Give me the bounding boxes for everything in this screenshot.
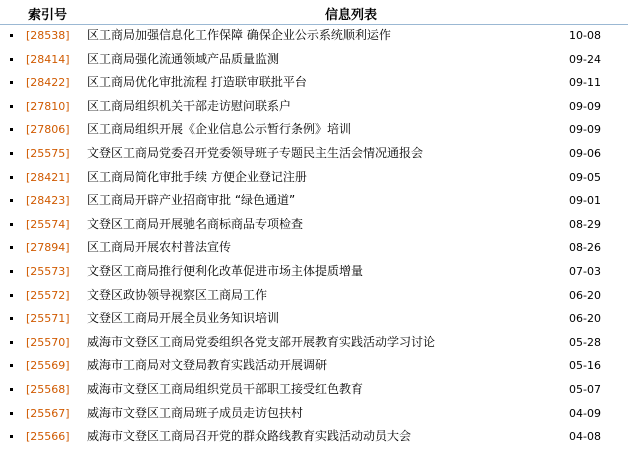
item-date: 09-09 [569, 123, 601, 137]
bullet-icon [10, 152, 13, 155]
index-number: [25568] [26, 382, 70, 396]
index-number: [25572] [26, 288, 70, 302]
index-number: [28538] [26, 29, 70, 42]
index-number: [25570] [26, 335, 70, 349]
list-item [0, 236, 628, 260]
list-item [0, 260, 628, 284]
index-number: [27806] [26, 123, 70, 137]
index-number: [25567] [26, 406, 70, 420]
bullet-icon [10, 294, 13, 297]
list-item [0, 71, 628, 95]
list-item [0, 331, 628, 355]
list-item [0, 354, 628, 378]
item-title-link[interactable]: 威海市文登区工商局党委组织各党支部开展教育实践活动学习讨论 [87, 334, 436, 349]
item-date: 05-28 [569, 335, 601, 349]
bullet-icon [10, 199, 13, 202]
item-title-link[interactable]: 文登区工商局推行便利化改革促进市场主体提质增量 [87, 263, 364, 278]
item-date: 04-08 [569, 430, 601, 444]
list-item [0, 402, 628, 426]
bullet-icon [10, 388, 13, 391]
item-date: 07-03 [569, 264, 601, 278]
item-title-link[interactable]: 威海市文登区工商局召开党的群众路线教育实践活动动员大会 [87, 429, 412, 444]
bullet-icon [10, 81, 13, 84]
bullet-icon [10, 412, 13, 415]
index-number: [28414] [26, 52, 70, 66]
bullet-icon [10, 270, 13, 273]
index-number: [28422] [26, 76, 70, 90]
index-number: [27810] [26, 99, 70, 113]
index-number: [25574] [26, 217, 70, 231]
item-date: 09-05 [569, 170, 601, 184]
index-number: [25569] [26, 359, 70, 373]
bullet-icon [10, 176, 13, 179]
list-item [0, 213, 628, 237]
list-item [0, 118, 628, 142]
item-title-link[interactable]: 区工商局开展农村普法宣传 [87, 240, 232, 255]
item-date: 06-20 [569, 312, 601, 326]
item-date: 10-08 [569, 29, 601, 42]
bullet-icon [10, 317, 13, 320]
item-title-link[interactable]: 文登区工商局党委召开党委领导班子专题民主生活会情况通报会 [87, 145, 424, 160]
bullet-icon [10, 246, 13, 249]
item-title-link[interactable]: 区工商局优化审批流程 打造联审联批平台 [87, 75, 307, 90]
item-date: 05-16 [569, 359, 601, 373]
index-number: [28421] [26, 170, 70, 184]
item-date: 09-01 [569, 194, 601, 208]
item-date: 06-20 [569, 288, 601, 302]
list-item [0, 284, 628, 308]
item-title-link[interactable]: 威海市文登区工商局班子成员走访包扶村 [87, 405, 304, 420]
bullet-icon [10, 223, 13, 226]
list-item [0, 307, 628, 331]
bullet-icon [10, 128, 13, 131]
item-title-link[interactable]: 区工商局组织开展《企业信息公示暂行条例》培训 [87, 122, 352, 137]
item-title-link[interactable]: 威海市工商局对文登局教育实践活动开展调研 [87, 358, 328, 373]
index-number: [25575] [26, 146, 70, 160]
list-item [0, 378, 628, 402]
item-title-link[interactable]: 区工商局简化审批手续 方便企业登记注册 [87, 169, 307, 184]
list-header [0, 0, 628, 25]
index-number: [25566] [26, 430, 70, 444]
list-item [0, 48, 628, 72]
list-item [0, 24, 628, 48]
item-title-link[interactable]: 文登区工商局开展驰名商标商品专项检查 [87, 216, 304, 231]
bullet-icon [10, 105, 13, 108]
info-list [0, 24, 628, 449]
list-item [0, 142, 628, 166]
index-number: [25571] [26, 312, 70, 326]
item-date: 08-26 [569, 241, 601, 255]
item-date: 08-29 [569, 217, 601, 231]
item-title-link[interactable]: 文登区工商局开展全员业务知识培训 [87, 311, 280, 326]
index-number: [25573] [26, 264, 70, 278]
list-item [0, 425, 628, 449]
item-title-link[interactable]: 区工商局开辟产业招商审批 “绿色通道” [87, 193, 296, 208]
bullet-icon [10, 34, 13, 37]
item-date: 09-24 [569, 52, 601, 66]
bullet-icon [10, 341, 13, 344]
item-date: 04-09 [569, 406, 601, 420]
index-number: [27894] [26, 241, 70, 255]
bullet-icon [10, 435, 13, 438]
index-number: [28423] [26, 194, 70, 208]
item-date: 05-07 [569, 382, 601, 396]
list-item [0, 95, 628, 119]
item-title-link[interactable]: 区工商局强化流通领域产品质量监测 [87, 51, 280, 66]
item-date: 09-09 [569, 99, 601, 113]
item-date: 09-06 [569, 146, 601, 160]
bullet-icon [10, 58, 13, 61]
item-date: 09-11 [569, 76, 601, 90]
item-title-link[interactable]: 区工商局加强信息化工作保障 确保企业公示系统顺利运作 [87, 28, 391, 42]
item-title-link[interactable]: 威海市文登区工商局组织党员干部职工接受红色教育 [87, 381, 364, 396]
index-column-header: 索引号 [28, 8, 68, 23]
bullet-icon [10, 364, 13, 367]
list-column-header: 信息列表 [325, 8, 378, 23]
list-item [0, 189, 628, 213]
list-item [0, 166, 628, 190]
item-title-link[interactable]: 区工商局组织机关干部走访慰问联系户 [87, 98, 292, 113]
item-title-link[interactable]: 文登区政协领导视察区工商局工作 [87, 287, 268, 302]
